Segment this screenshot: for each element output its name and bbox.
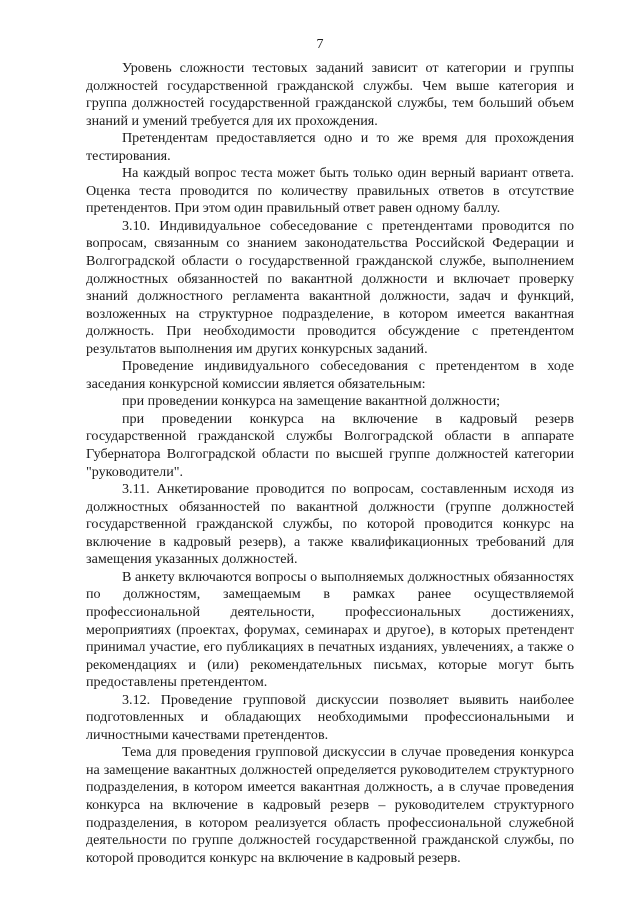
list-item-reserve-competition: при проведении конкурса на включение в кадровый резерв государственной гражданской службы Волгоградской области в аппарате Губернатора Волгоградской области по высшей группе должностей категории "руководители". [86,410,574,480]
paragraph-interview-mandatory: Проведение индивидуального собеседования с претендентом в ходе заседания конкурсной комиссии является обязательным: [86,358,574,392]
paragraph-3-10-interview: 3.10. Индивидуальное собеседование с претендентами проводится по вопросам, связанным со знанием законодательства Российской Федерации и Волгоградской области о государственной гражданской службе, выполнением должностных обязанностей по вакантной должности и включает проверку знаний должностного регламента вакантной должности, задач и функций, возложенных на структурное подразделение, в котором имеется вакантная должность. При необходимости проводится обсуждение с претендентом результатов выполнения им других конкурсных заданий. [86,217,574,357]
paragraph-test-scoring: На каждый вопрос теста может быть только один верный вариант ответа. Оценка теста проводится по количеству правильных ответов в отсутствие претендентов. При этом один правильный ответ равен одному баллу. [86,165,574,217]
paragraph-discussion-topic: Тема для проведения групповой дискуссии в случае проведения конкурса на замещение вакантных должностей определяется руководителем структурного подразделения, в котором имеется вакантная должность, а в случае проведения конкурса на включение в кадровый резерв – руководителем структурного подразделения, в котором реализуется область профессиональной служебной деятельности по группе должностей государственной гражданской службы, по которой проводится конкурс на включение в кадровый резерв. [86,744,574,866]
document-body [86,60,574,867]
paragraph-3-12-group-discussion: 3.12. Проведение групповой дискуссии позволяет выявить наиболее подготовленных и обладающих необходимыми профессиональными и личностными качествами претендентов. [86,691,574,743]
list-item-vacancy-competition: при проведении конкурса на замещение вакантной должности; [122,393,501,410]
paragraph-questionnaire-content: В анкету включаются вопросы о выполняемых должностных обязанностях по должностям, замещаемым в рамках ранее осуществляемой профессиональной деятельности, профессиональных достижениях, мероприятиях (проектах, форумах, семинарах и другое), в которых претендент принимал участие, его публикациях в печатных изданиях, увлечениях, а также о рекомендациях и (или) рекомендательных письмах, которые могут быть предоставлены претендентом. [86,568,574,691]
page-number: 7 [316,37,324,52]
paragraph-test-time: Претендентам предоставляется одно и то же время для прохождения тестирования. [86,130,574,164]
paragraph-test-complexity: Уровень сложности тестовых заданий зависит от категории и группы должностей государственной гражданской службы. Чем выше категория и группа должностей государственной гражданской службы, тем больший объем знаний и умений требуется для их прохождения. [86,60,574,129]
paragraph-3-11-questionnaire: 3.11. Анкетирование проводится по вопросам, составленным исходя из должностных обязанностей по вакантной должности (группе должностей государственной гражданской службы, по которой проводится конкурс на включение в кадровый резерв), а также квалификационных требований для замещения указанных должностей. [86,481,574,568]
